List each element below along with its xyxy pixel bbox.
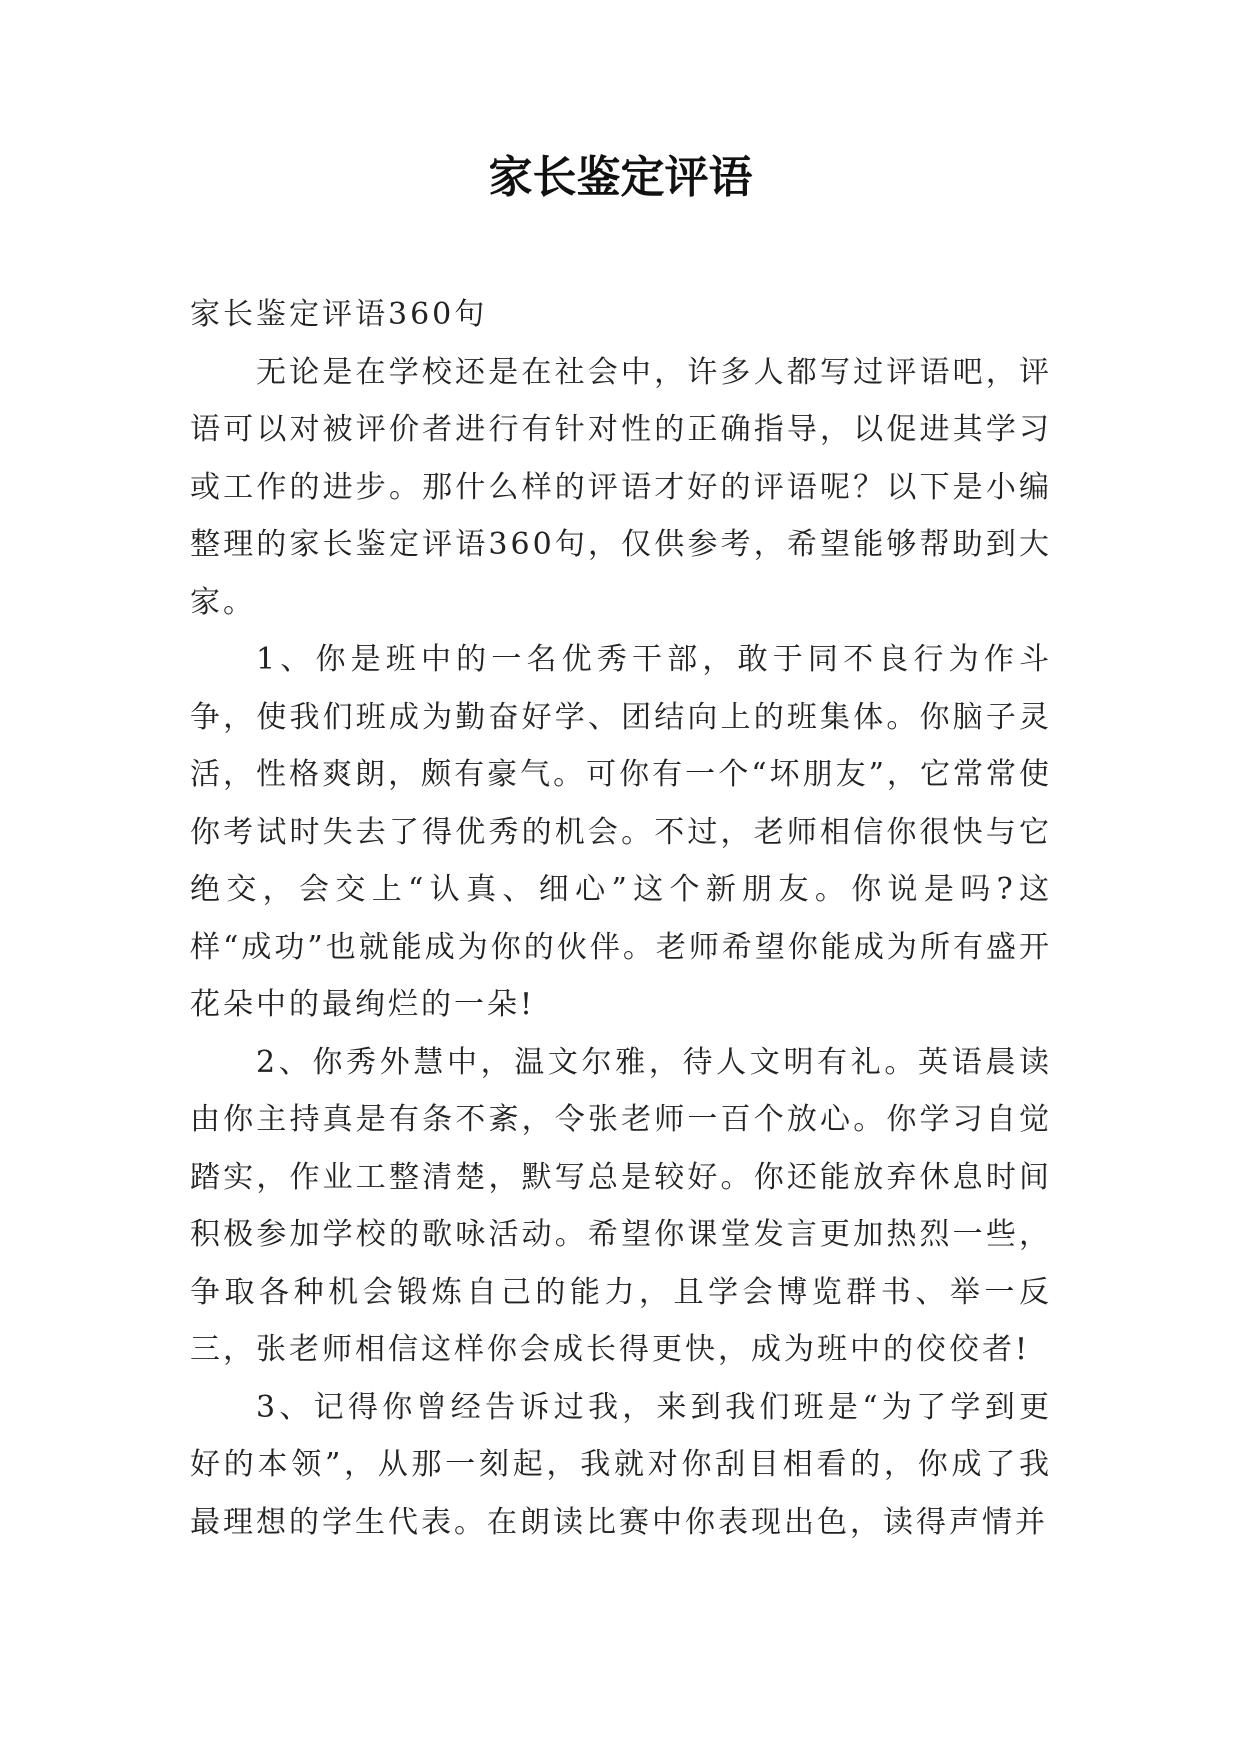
comment-paragraph-1: 1、你是班中的一名优秀干部，敢于同不良行为作斗争，使我们班成为勤奋好学、团结向上的班集体。你脑子灵活，性格爽朗，颇有豪气。可你有一个“坏朋友”，它常常使你考试时失去了得优秀的机会。不过，老师相信你很快与它绝交，会交上“认真、细心”这个新朋友。你说是吗?这样“成功”也就能成为你的伙伴。老师希望你能成为所有盛开花朵中的最绚烂的一朵! [190,642,1052,1022]
comment-paragraph-2: 2、你秀外慧中，温文尔雅，待人文明有礼。英语晨读由你主持真是有条不紊，令张老师一百个放心。你学习自觉踏实，作业工整清楚，默写总是较好。你还能放弃休息时间积极参加学校的歌咏活动。希望你课堂发言更加热烈一些，争取各种机会锻炼自己的能力，且学会博览群书、举一反三，张老师相信这样你会成长得更快，成为班中的佼佼者! [190,1044,1052,1367]
document-subtitle: 家长鉴定评语360句 [190,297,488,332]
document-body [190,286,1052,1551]
document-title: 家长鉴定评语 [488,152,753,203]
intro-paragraph: 无论是在学校还是在社会中，许多人都写过评语吧，评语可以对被评价者进行有针对性的正确指导，以促进其学习或工作的进步。那什么样的评语才好的评语呢？以下是小编整理的家长鉴定评语360句，仅供参考，希望能够帮助到大家。 [190,354,1052,620]
comment-paragraph-3: 3、记得你曾经告诉过我，来到我们班是“为了学到更好的本领”，从那一刻起，我就对你刮目相看的，你成了我最理想的学生代表。在朗读比赛中你表现出色，读得声情并 [190,1389,1052,1540]
